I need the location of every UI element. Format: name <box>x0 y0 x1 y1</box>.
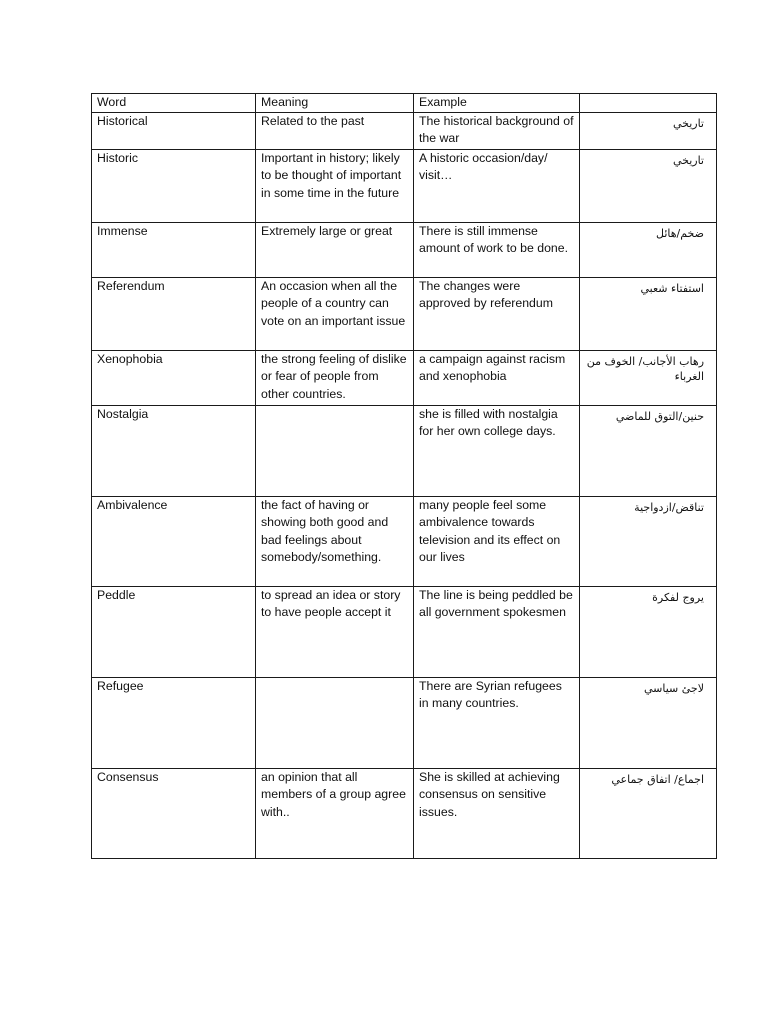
cell-meaning: Extremely large or great <box>256 222 414 277</box>
cell-example: many people feel some ambivalence towards television and its effect on our lives <box>414 496 580 586</box>
table-row <box>92 496 717 586</box>
table-header-row <box>92 94 717 113</box>
cell-example: The changes were approved by referendum <box>414 277 580 350</box>
cell-word: Immense <box>92 222 256 277</box>
cell-word: Peddle <box>92 586 256 677</box>
cell-meaning: to spread an idea or story to have people accept it <box>256 586 414 677</box>
cell-meaning: the fact of having or showing both good and bad feelings about somebody/something. <box>256 496 414 586</box>
cell-arabic: اجماع/ اتفاق جماعي <box>580 768 717 858</box>
table-row <box>92 112 717 149</box>
cell-example: She is skilled at achieving consensus on sensitive issues. <box>414 768 580 858</box>
cell-word: Consensus <box>92 768 256 858</box>
cell-example: There is still immense amount of work to be done. <box>414 222 580 277</box>
table-row <box>92 677 717 768</box>
cell-meaning: the strong feeling of dislike or fear of people from other countries. <box>256 350 414 405</box>
cell-arabic: رهاب الأجانب/ الخوف من الغرباء <box>580 350 717 405</box>
cell-arabic: تاريخي <box>580 112 717 149</box>
cell-example: she is filled with nostalgia for her own college days. <box>414 405 580 496</box>
cell-meaning: An occasion when all the people of a country can vote on an important issue <box>256 277 414 350</box>
cell-meaning: an opinion that all members of a group agree with.. <box>256 768 414 858</box>
cell-meaning <box>256 405 414 496</box>
cell-example: a campaign against racism and xenophobia <box>414 350 580 405</box>
table-row <box>92 350 717 405</box>
cell-arabic: لاجئ سياسي <box>580 677 717 768</box>
table-row <box>92 405 717 496</box>
header-word: Word <box>92 94 256 113</box>
table-row <box>92 586 717 677</box>
header-example: Example <box>414 94 580 113</box>
cell-meaning: Related to the past <box>256 112 414 149</box>
cell-arabic: يروج لفكرة <box>580 586 717 677</box>
cell-word: Ambivalence <box>92 496 256 586</box>
cell-example: The historical background of the war <box>414 112 580 149</box>
cell-word: Historical <box>92 112 256 149</box>
cell-meaning: Important in history; likely to be thought of important in some time in the future <box>256 149 414 222</box>
cell-arabic: ضخم/هائل <box>580 222 717 277</box>
cell-example: There are Syrian refugees in many countries. <box>414 677 580 768</box>
cell-arabic: تناقض/ازدواجية <box>580 496 717 586</box>
cell-word: Nostalgia <box>92 405 256 496</box>
cell-arabic: استفتاء شعبي <box>580 277 717 350</box>
cell-word: Referendum <box>92 277 256 350</box>
cell-example: A historic occasion/day/ visit… <box>414 149 580 222</box>
cell-word: Refugee <box>92 677 256 768</box>
vocabulary-table <box>91 93 717 859</box>
cell-arabic: تاريخي <box>580 149 717 222</box>
table-row <box>92 277 717 350</box>
cell-meaning <box>256 677 414 768</box>
table-row <box>92 768 717 858</box>
cell-word: Xenophobia <box>92 350 256 405</box>
header-translation <box>580 94 717 113</box>
cell-example: The line is being peddled be all government spokesmen <box>414 586 580 677</box>
cell-word: Historic <box>92 149 256 222</box>
header-meaning: Meaning <box>256 94 414 113</box>
cell-arabic: حنين/التوق للماضي <box>580 405 717 496</box>
table-row <box>92 222 717 277</box>
table-row <box>92 149 717 222</box>
